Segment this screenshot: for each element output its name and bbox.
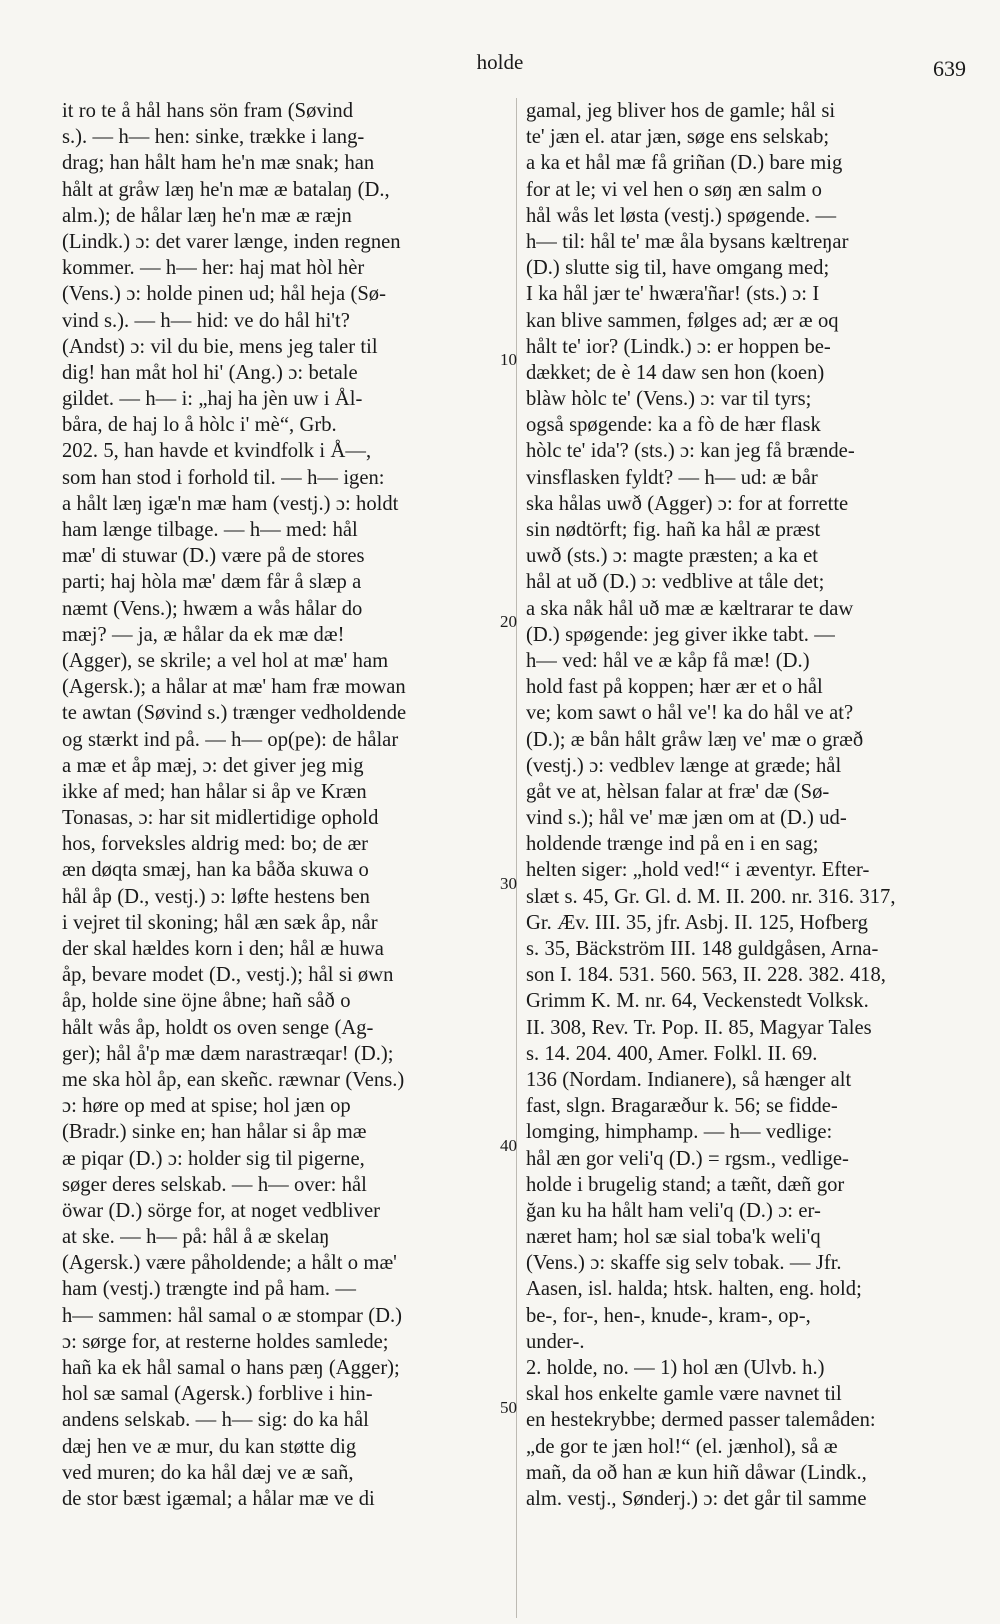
line-number: 10 (500, 350, 517, 369)
left-column (62, 98, 507, 1512)
text-line: vind s.). — h— hid: ve do hål hi't? (62, 309, 350, 332)
text-line: der skal hældes korn i den; hål æ huwa (62, 938, 384, 960)
text-line: (D.) slutte sig til, have omgang med; (526, 257, 830, 280)
text-line: hål æn gor veli'q (D.) = rgsm., vedlige- (526, 1147, 849, 1170)
text-line: I ka hål jær te' hwæra'ñar! (sts.) ɔ: I (526, 283, 820, 306)
text-line: ger); hål å'p mæ dæm narastræqar! (D.); (62, 1042, 394, 1065)
text-line: 202. 5, han havde et kvindfolk i Å—, (62, 440, 372, 463)
text-line: båra, de haj lo å hòlc i' mè“, Grb. (62, 414, 337, 437)
text-line: åp, bevare modet (D., vestj.); hål si øwn (62, 964, 394, 987)
text-line: Tonasas, ɔ: har sit midlertidige ophold (62, 807, 379, 830)
text-line: hòlc te' ida'? (sts.) ɔ: kan jeg få brænde- (526, 440, 855, 463)
text-line: som han stod i forhold til. — h— igen: (62, 466, 385, 489)
text-line: ham længe tilbage. — h— med: hål (62, 519, 358, 541)
text-line: æn døqta smæj, han ka båða skuwa o (62, 859, 369, 882)
text-line: ve; kom sawt o hål ve'! ka do hål ve at? (526, 702, 854, 725)
text-line: at ske. — h— på: hål å æ skelaŋ (62, 1226, 330, 1249)
text-line: öwar (D.) sörge for, at noget vedbliver (62, 1199, 380, 1222)
text-line: (Bradr.) sinke en; han hålar si åp mæ (62, 1121, 367, 1144)
text-line: alm. vestj., Sønderj.) ɔ: det går til samme (526, 1487, 867, 1510)
text-line: kan blive sammen, følges ad; ær æ oq (526, 309, 839, 332)
text-line: søger deres selskab. — h— over: hål (62, 1173, 367, 1196)
text-line: de stor bæst igæmal; a hålar mæ ve di (62, 1487, 375, 1510)
text-line: me ska hòl åp, ean skeñc. ræwnar (Vens.) (62, 1068, 405, 1091)
text-line: Aasen, isl. halda; htsk. halten, eng. hold; (526, 1278, 862, 1301)
text-line: æ piqar (D.) ɔ: holder sig til pigerne, (62, 1147, 365, 1170)
text-line: kommer. — h— her: haj mat hòl hèr (62, 257, 365, 280)
text-line: næret ham; hol sæ sial toba'k weli'q (526, 1226, 821, 1249)
text-line: drag; han hålt ham he'n mæ snak; han (62, 152, 375, 175)
text-line: (Agger), se skrile; a vel hol at mæ' ham (62, 649, 389, 672)
text-line: h— ved: hål ve æ kåp få mæ! (D.) (526, 649, 810, 672)
text-line: hål at uð (D.) ɔ: vedblive at tåle det; (526, 571, 825, 594)
text-line: gildet. — h— i: „haj ha jèn uw i Ål- (62, 388, 363, 411)
text-line: ɔ: høre op med at spise; hol jæn op (62, 1095, 351, 1118)
text-line: gamal, jeg bliver hos de gamle; hål si (526, 100, 836, 122)
running-head: holde (476, 50, 524, 74)
text-line: hålt wås åp, holdt os oven senge (Ag- (62, 1016, 374, 1039)
text-line: dækket; de è 14 daw sen hon (koen) (526, 361, 825, 384)
text-line: mæj? — ja, æ hålar da ek mæ dæ! (62, 623, 345, 646)
text-line: te awtan (Søvind s.) trænger vedholdende (62, 702, 407, 725)
text-line: vind s.); hål ve' mæ jæn om at (D.) ud- (526, 807, 847, 830)
line-number: 30 (500, 874, 517, 893)
text-line: a mæ et åp mæj, ɔ: det giver jeg mig (62, 754, 364, 777)
text-line: hål åp (D., vestj.) ɔ: løfte hestens ben (62, 885, 370, 908)
text-line: hos, forveksles aldrig med: bo; de ær (62, 833, 369, 856)
text-line: holdende trænge ind på en i en sag; (526, 833, 819, 856)
text-line: a ka et hål mæ få griñan (D.) bare mig (526, 152, 843, 175)
text-line: te' jæn el. atar jæn, søge ens selskab; (526, 126, 830, 149)
line-number: 20 (500, 612, 517, 631)
text-line: og stærkt ind på. — h— op(pe): de hålar (62, 728, 399, 751)
page-header (0, 50, 1000, 90)
text-line: ham (vestj.) trængte ind på ham. — (62, 1278, 357, 1301)
text-line: (D.); æ bån hålt gråw læŋ ve' mæ o græð (526, 728, 864, 751)
text-line: åp, holde sine öjne åbne; hañ såð o (62, 990, 351, 1013)
text-line: ɔ: sørge for, at resterne holdes samlede; (62, 1330, 389, 1353)
page-number: 639 (933, 56, 966, 81)
text-line: parti; haj hòla mæ' dæm får å slæp a (62, 571, 362, 594)
text-line: h— sammen: hål samal o æ stompar (D.) (62, 1304, 402, 1327)
line-number: 40 (500, 1136, 517, 1155)
text-line: slæt s. 45, Gr. Gl. d. M. II. 200. nr. 316. 317, (526, 885, 896, 908)
text-line: ğan ku ha hålt ham veli'q (D.) ɔ: er- (526, 1199, 821, 1222)
text-line: gåt ve at, hèlsan falar at fræ' dæ (Sø- (526, 780, 830, 803)
text-line: 2. holde, no. — 1) hol æn (Ulvb. h.) (526, 1357, 825, 1379)
text-line: hañ ka ek hål samal o hans pæŋ (Agger); (62, 1357, 400, 1379)
text-line: Gr. Æv. III. 35, jfr. Asbj. II. 125, Hofberg (526, 911, 868, 934)
text-line: ved muren; do ka hål dæj ve æ sañ, (62, 1461, 354, 1484)
text-line: sin nødtörft; fig. hañ ka hål æ præst (526, 519, 821, 541)
text-line: ikke af med; han hålar si åp ve Kræn (62, 780, 367, 803)
text-line: 136 (Nordam. Indianere), så hænger alt (526, 1068, 852, 1091)
text-line: uwð (sts.) ɔ: magte præsten; a ka et (526, 545, 818, 568)
text-line: hålt at gråw læŋ he'n mæ æ batalaŋ (D., (62, 178, 390, 201)
text-line: dig! han måt hol hi' (Ang.) ɔ: betale (62, 361, 358, 384)
text-line: (Vens.) ɔ: holde pinen ud; hål heja (Sø- (62, 283, 386, 306)
column-divider (516, 98, 517, 1618)
text-line: fast, slgn. Bragaræður k. 56; se fidde- (526, 1095, 838, 1118)
text-line: Grimm K. M. nr. 64, Veckenstedt Volksk. (526, 990, 869, 1013)
text-line: „de gor te jæn hol!“ (el. jænhol), så æ (526, 1435, 838, 1458)
text-line: it ro te å hål hans sön fram (Søvind (62, 100, 353, 122)
text-line: a ska nåk hål uð mæ æ kæltrarar te daw (526, 597, 854, 620)
text-line: (Vens.) ɔ: skaffe sig selv tobak. — Jfr. (526, 1252, 842, 1275)
text-line: også spøgende: ka a fò de hær flask (526, 414, 821, 437)
text-line: under-. (526, 1330, 585, 1353)
text-line: (D.) spøgende: jeg giver ikke tabt. — (526, 623, 835, 646)
text-line: i vejret til skoning; hål æn sæk åp, når (62, 911, 378, 934)
text-line: vinsflasken fyldt? — h— ud: æ bår (526, 466, 818, 489)
line-number: 50 (500, 1398, 517, 1417)
text-line: mañ, da oð han æ kun hiñ dåwar (Lindk., (526, 1461, 867, 1484)
text-line: (Agersk.); a hålar at mæ' ham fræ mowan (62, 676, 406, 699)
text-line: II. 308, Rev. Tr. Pop. II. 85, Magyar Tales (526, 1016, 872, 1039)
text-line: s. 14. 204. 400, Amer. Folkl. II. 69. (526, 1042, 818, 1065)
text-line: dæj hen ve æ mur, du kan støtte dig (62, 1435, 357, 1458)
text-line: h— til: hål te' mæ åla bysans kæltreŋar (526, 230, 849, 253)
text-line: andens selskab. — h— sig: do ka hål (62, 1409, 369, 1432)
text-line: en hestekrybbe; dermed passer talemåden: (526, 1409, 876, 1432)
text-line: holde i brugelig stand; a tæñt, dæñ gor (526, 1173, 845, 1196)
text-line: lomging, himphamp. — h— vedlige: (526, 1121, 833, 1144)
text-line: son I. 184. 531. 560. 563, II. 228. 382. 418, (526, 964, 886, 987)
text-line: hol sæ samal (Agersk.) forblive i hin- (62, 1383, 373, 1406)
text-line: næmt (Vens.); hwæm a wås hålar do (62, 597, 363, 620)
text-line: skal hos enkelte gamle være navnet til (526, 1383, 842, 1406)
text-line: (Andst) ɔ: vil du bie, mens jeg taler til (62, 335, 378, 358)
text-line: s.). — h— hen: sinke, trække i lang- (62, 126, 365, 149)
text-line: for at le; vi vel hen o søŋ æn salm o (526, 178, 822, 201)
text-line: (Agersk.) være påholdende; a hålt o mæ' (62, 1252, 397, 1275)
text-line: (Lindk.) ɔ: det varer længe, inden regnen (62, 230, 401, 253)
text-line: helten siger: „hold ved!“ i æventyr. Efter- (526, 859, 870, 882)
text-line: hål wås let løsta (vestj.) spøgende. — (526, 204, 837, 227)
text-line: hålt te' ior? (Lindk.) ɔ: er hoppen be- (526, 335, 831, 358)
right-column (526, 98, 966, 1512)
text-line: blàw hòlc te' (Vens.) ɔ: var til tyrs; (526, 388, 812, 411)
text-line: alm.); de hålar læŋ he'n mæ æ ræjn (62, 204, 352, 227)
text-line: a hålt læŋ igæ'n mæ ham (vestj.) ɔ: holdt (62, 492, 399, 515)
text-line: s. 35, Bäckström III. 148 guldgåsen, Arna- (526, 938, 879, 960)
text-line: (vestj.) ɔ: vedblev længe at græde; hål (526, 754, 842, 777)
text-line: ska hålas uwð (Agger) ɔ: for at forrette (526, 492, 849, 515)
text-line: mæ' di stuwar (D.) være på de stores (62, 545, 365, 568)
text-line: be-, for-, hen-, knude-, kram-, op-, (526, 1304, 811, 1327)
text-line: hold fast på koppen; hær ær et o hål (526, 676, 823, 699)
